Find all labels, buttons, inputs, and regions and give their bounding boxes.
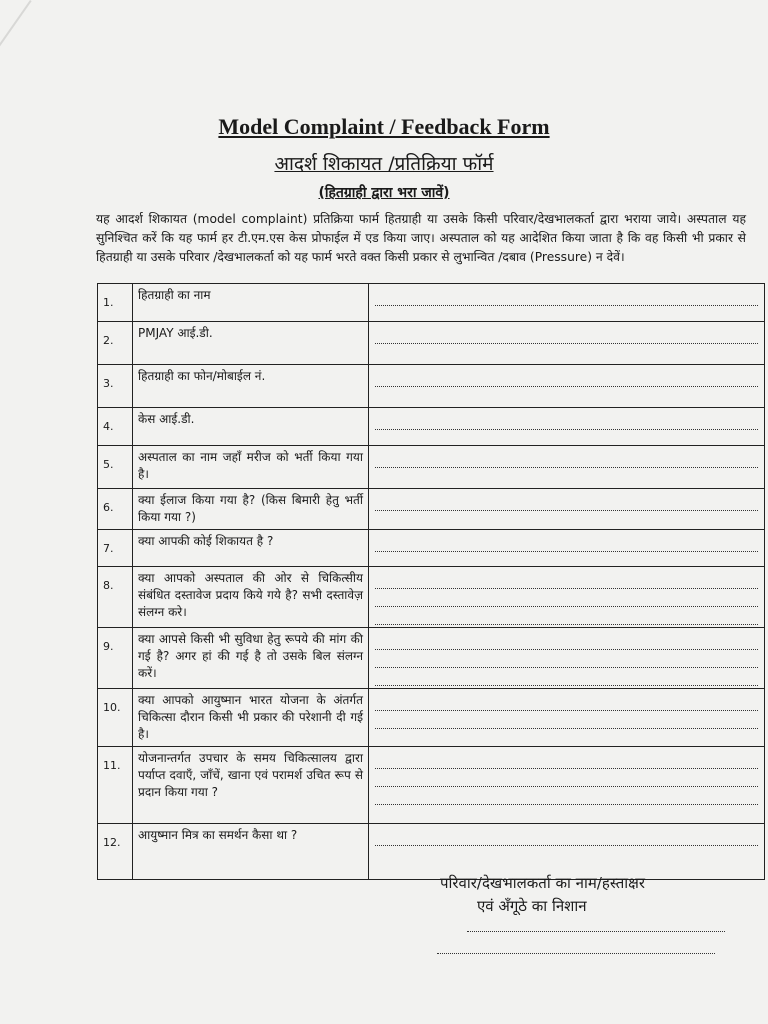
table-row	[98, 628, 765, 689]
table-row	[98, 747, 765, 824]
answer-dotted-line[interactable]	[375, 328, 758, 344]
table-row	[98, 824, 765, 880]
answer-dotted-line[interactable]	[375, 452, 758, 468]
answer-dotted-line[interactable]	[375, 371, 758, 387]
row-number: 3.	[98, 365, 133, 408]
row-number: 8.	[98, 567, 133, 628]
intro-paragraph: यह आदर्श शिकायत (model complaint) प्रतिक्रिया फार्म हितग्राही या उसके किसी परिवार/देखभालकर्ता द्वारा भराया जाये। अस्पताल यह सुनिश्चित करें कि यह फार्म हर टी.एम.एस केस प्रोफाईल में एड किया जाए। अस्पताल को यह आदेशित किया जाता है कि वह किसी भी प्रकार से हितग्राही या उसके परिवार /देखभालकर्ता को यह फार्म भरते वक्त किसी प्रकार से लुभान्वित /दबाव (Pressure) न देवें।	[96, 212, 746, 264]
row-number: 4.	[98, 408, 133, 446]
answer-dotted-line[interactable]	[375, 536, 758, 552]
question-text: PMJAY आई.डी.	[133, 322, 369, 365]
answer-dotted-line[interactable]	[375, 414, 758, 430]
table-row	[98, 489, 765, 530]
answer-field[interactable]	[369, 689, 765, 747]
table-row	[98, 446, 765, 489]
signature-label: परिवार/देखभालकर्ता का नाम/हस्ताक्षर	[440, 874, 646, 892]
row-number: 9.	[98, 628, 133, 689]
table-row	[98, 284, 765, 322]
row-number: 2.	[98, 322, 133, 365]
answer-dotted-line[interactable]	[375, 713, 758, 729]
question-text: अस्पताल का नाम जहाँ मरीज को भर्ती किया गया है।	[133, 446, 369, 489]
table-row	[98, 567, 765, 628]
thumb-impression-label: एवं अँगूठे का निशान	[477, 897, 587, 915]
answer-dotted-line[interactable]	[375, 695, 758, 711]
answer-dotted-line[interactable]	[375, 652, 758, 668]
question-text: क्या ईलाज किया गया है? (किस बिमारी हेतु भर्ती किया गया ?)	[133, 489, 369, 530]
answer-field[interactable]	[369, 489, 765, 530]
row-number: 10.	[98, 689, 133, 747]
answer-field[interactable]	[369, 284, 765, 322]
answer-dotted-line[interactable]	[375, 573, 758, 589]
question-text: आयुष्मान मित्र का समर्थन कैसा था ?	[133, 824, 369, 880]
question-text: क्या आपकी कोई शिकायत है ?	[133, 530, 369, 567]
answer-field[interactable]	[369, 322, 765, 365]
answer-dotted-line[interactable]	[375, 830, 758, 846]
row-number: 6.	[98, 489, 133, 530]
question-text: हितग्राही का फोन/मोबाईल नं.	[133, 365, 369, 408]
form-instruction-heading: (हितग्राही द्वारा भरा जावें)	[318, 185, 450, 201]
answer-field[interactable]	[369, 567, 765, 628]
question-text: क्या आपको अस्पताल की ओर से चिकित्सीय संबंधित दस्तावेज प्रदाय किये गये है? सभी दस्तावेज़ संलग्न करे।	[133, 567, 369, 628]
answer-dotted-line[interactable]	[375, 670, 758, 686]
signature-line-1[interactable]	[467, 930, 725, 932]
table-row	[98, 408, 765, 446]
form-title: Model Complaint / Feedback Form	[218, 114, 550, 139]
question-text: क्या आपको आयुष्मान भारत योजना के अंतर्गत चिकित्सा दौरान किसी भी प्रकार की परेशानी दी गई है।	[133, 689, 369, 747]
table-row	[98, 530, 765, 567]
answer-dotted-line[interactable]	[375, 290, 758, 306]
feedback-table	[97, 283, 765, 880]
signature-line-2[interactable]	[437, 952, 715, 954]
row-number: 7.	[98, 530, 133, 567]
answer-dotted-line[interactable]	[375, 634, 758, 650]
question-text: योजनान्तर्गत उपचार के समय चिकित्सालय द्वारा पर्याप्त दवाएँ, जाँचें, खाना एवं परामर्श उचित रूप से प्रदान किया गया ?	[133, 747, 369, 824]
question-text: केस आई.डी.	[133, 408, 369, 446]
answer-dotted-line[interactable]	[375, 495, 758, 511]
table-row	[98, 322, 765, 365]
row-number: 1.	[98, 284, 133, 322]
answer-dotted-line[interactable]	[375, 591, 758, 607]
answer-field[interactable]	[369, 530, 765, 567]
answer-field[interactable]	[369, 446, 765, 489]
row-number: 12.	[98, 824, 133, 880]
answer-dotted-line[interactable]	[375, 609, 758, 625]
answer-field[interactable]	[369, 824, 765, 880]
answer-field[interactable]	[369, 747, 765, 824]
question-text: क्या आपसे किसी भी सुविधा हेतु रूपये की मांग की गई है? अगर हां की गई है तो उसके बिल संलग्न करें।	[133, 628, 369, 689]
paper-fold-mark	[0, 0, 32, 75]
table-row	[98, 689, 765, 747]
form-subtitle-hindi: आदर्श शिकायत /प्रतिक्रिया फॉर्म	[274, 153, 494, 175]
answer-dotted-line[interactable]	[375, 789, 758, 805]
row-number: 11.	[98, 747, 133, 824]
row-number: 5.	[98, 446, 133, 489]
answer-dotted-line[interactable]	[375, 771, 758, 787]
answer-field[interactable]	[369, 365, 765, 408]
answer-field[interactable]	[369, 408, 765, 446]
answer-field[interactable]	[369, 628, 765, 689]
table-row	[98, 365, 765, 408]
question-text: हितग्राही का नाम	[133, 284, 369, 322]
answer-dotted-line[interactable]	[375, 753, 758, 769]
